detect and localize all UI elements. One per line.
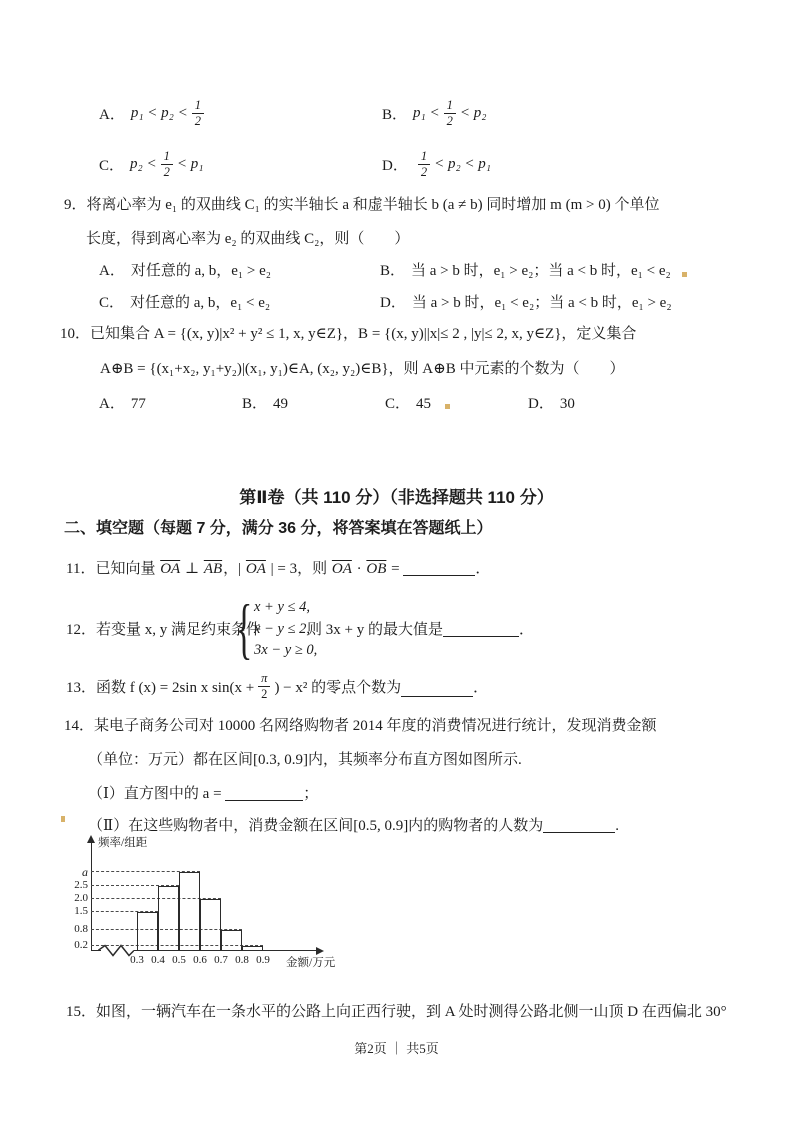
fraction-numerator: 1 [420,149,428,164]
q12-post-text: 则 3x + y 的最大值是 [307,622,443,638]
q12 [66,590,766,666]
option-label: C． [385,396,411,412]
q13-pre: 13．函数 f (x) = 2sin x sin(x + [66,679,255,696]
q14-part2-text: （Ⅱ）在这些购物者中，消费金额在区间[0.5, 0.9]内的购物者的人数为 [88,818,544,834]
q12-pre: 12．若变量 x, y 满足约束条件 [66,622,262,638]
option-label: D． [382,157,408,174]
option-math-pre: p₁ < p₂ < [130,104,188,121]
option-text: 当 a > b 时，e₁ > e₂；当 a < b 时，e₁ < e₂ [411,263,671,279]
fraction-numerator: 1 [163,149,170,164]
histogram-bar [137,912,158,951]
fraction [192,98,204,128]
q9-option-c [99,291,270,312]
x-tick-label: 0.4 [151,954,165,966]
q15: 15．如图，一辆汽车在一条水平的公路上向正西行驶，到 A 处时测得公路北侧一山顶 D 在西偏北 30° [66,1004,727,1020]
y-tick-label: 0.2 [74,938,88,951]
q13-post: ) − x² 的零点个数为 [274,679,402,696]
fraction-denominator: 2 [192,113,204,128]
page-footer: 第2页 ｜ 共5页 [354,1041,439,1056]
q9-option-a [99,259,271,280]
frequency-histogram [74,836,384,988]
section-title: 第Ⅱ卷（共 110 分）（非选择题共 110 分） [239,488,554,507]
option-math-post: < p₂ [459,104,487,121]
q8-option-b [382,90,486,136]
fraction-denominator: 2 [258,686,270,701]
q13 [66,664,488,708]
q10-option-c [385,392,431,413]
q9-line2: 长度，得到离心率为 e₂ 的双曲线 C₂，则（ ） [86,231,410,247]
q12-post [307,618,534,639]
y-axis-title: 频率/组距 [98,837,148,849]
subsection-heading: 二、填空题（每题 7 分，满分 36 分，将答案填在答题纸上） [64,520,493,537]
q13-period: ． [473,679,489,696]
answer-blank [225,786,303,801]
option-label: D． [380,295,406,311]
option-label: A． [99,106,125,123]
fraction [418,149,430,179]
fraction-denominator: 2 [444,113,456,128]
y-tick-label: 1.5 [74,904,88,917]
x-tick-label: 0.7 [214,954,228,966]
q9-line1: 9．将离心率为 e₁ 的双曲线 C₁ 的实半轴长 a 和虚半轴长 b (a ≠ b) 同时增加 m (m > 0) 个单位 [64,197,660,213]
q14-line2: （单位：万元）都在区间[0.3, 0.9]内，其频率分布直方图如图所示. [88,752,522,768]
q10-option-a [99,392,146,413]
histogram-bar [221,930,242,951]
histogram-bar [158,886,179,952]
q10-option-b [242,392,288,413]
x-tick-label: 0.9 [256,954,270,966]
vector-OA: $\overline{OA}$ [331,561,352,577]
option-label: B． [382,106,408,123]
constraint-3: 3x − y ≥ 0, [254,642,318,658]
plot-area [74,836,384,988]
y-tick-label: 2.0 [74,891,88,904]
q14-line1: 14．某电子商务公司对 10000 名网络购物者 2014 年度的消费情况进行统计，发现消费金额 [64,718,657,734]
option-label: C． [99,295,125,311]
left-brace: { [236,590,253,666]
option-text: 30 [559,396,575,412]
q11-text: = [387,561,404,577]
perpendicular-symbol: ⊥ [181,561,203,577]
option-text: 77 [130,396,146,412]
vector-OB: $\overline{OB}$ [366,561,387,577]
q9-option-d [380,291,672,312]
x-axis-title: 金额/万元 [286,957,336,969]
q14-part2 [88,814,619,835]
option-label: C． [99,157,125,174]
option-label: B． [242,396,268,412]
option-text: 对任意的 a, b，e₁ > e₂ [130,263,271,279]
option-text: 45 [416,396,432,412]
histogram-bar [179,872,200,951]
answer-blank [403,561,475,576]
y-tick-label: 2.5 [74,878,88,891]
stray-mark-dot [682,272,687,277]
constraint-1: x + y ≤ 4, [254,599,310,615]
q14-part2-end: . [615,818,619,834]
option-text: 当 a > b 时，e₁ < e₂；当 a < b 时，e₁ > e₂ [411,295,672,311]
q8-option-a [99,90,208,136]
fraction-numerator: π [261,671,268,686]
option-label: B． [380,263,406,279]
x-tick-label: 0.5 [172,954,186,966]
q11-text: ，| [223,561,245,577]
option-math-post: < p₁ [176,155,204,172]
option-label: A． [99,396,125,412]
fraction-numerator: 1 [446,98,453,113]
q8-option-c [99,141,203,187]
fraction [444,98,456,128]
y-tick-label: 0.8 [74,923,88,936]
vector-AB: $\overline{AB}$ [203,561,223,577]
fraction-denominator: 2 [418,164,430,179]
q8-option-d [382,141,491,187]
vector-OA: $\overline{OA}$ [245,561,266,577]
q10-option-d [528,392,575,413]
q10-line1: 10．已知集合 A = {(x, y)|x² + y² ≤ 1, x, y∈Z}，B = {(x, y)||x|≤ 2 , |y|≤ 2, x, y∈Z}，定义集合 [60,326,637,342]
q12-period: ． [518,622,534,638]
q11-text: ． [475,561,491,577]
option-math-pre: p₁ < [413,104,440,121]
option-label: A． [99,263,125,279]
q14-part1-end: ； [303,786,319,802]
q14-part1 [88,782,318,803]
dot-product-symbol: · [352,561,366,577]
histogram-bar [200,899,221,951]
y-tick-label: a [82,865,88,880]
histogram-bar [242,946,263,951]
option-math-post: < p₂ < p₁ [434,155,492,172]
x-tick-label: 0.6 [193,954,207,966]
fraction-numerator: 1 [194,98,202,113]
q14-part1-text: （Ⅰ）直方图中的 a = [88,786,222,802]
option-math-pre: p₂ < [130,155,157,172]
answer-blank [543,818,615,833]
fraction [161,149,173,179]
fraction-denominator: 2 [161,164,173,179]
x-tick-label: 0.3 [130,954,144,966]
stray-mark-dot [445,404,450,409]
answer-blank [401,682,473,697]
constraint-2: x − y ≤ 2, [254,620,310,637]
q9-option-b [380,259,671,280]
option-label: D． [528,396,554,412]
option-text: 49 [273,396,289,412]
vector-OA: $\overline{OA}$ [160,561,181,577]
x-tick-label: 0.8 [235,954,249,966]
answer-blank [443,622,519,637]
stray-mark-dot [61,816,65,822]
q11-text: 11．已知向量 [66,561,160,577]
q11 [66,557,490,578]
option-text: 对任意的 a, b，e₁ < e₂ [130,295,271,311]
q11-text: | = 3，则 [266,561,331,577]
fraction-pi-over-2 [258,671,270,701]
q10-line2: A⊕B = {(x₁+x₂, y₁+y₂)|(x₁, y₁)∈A, (x₂, y₂)∈B}，则 A⊕B 中元素的个数为（ ） [100,361,625,377]
